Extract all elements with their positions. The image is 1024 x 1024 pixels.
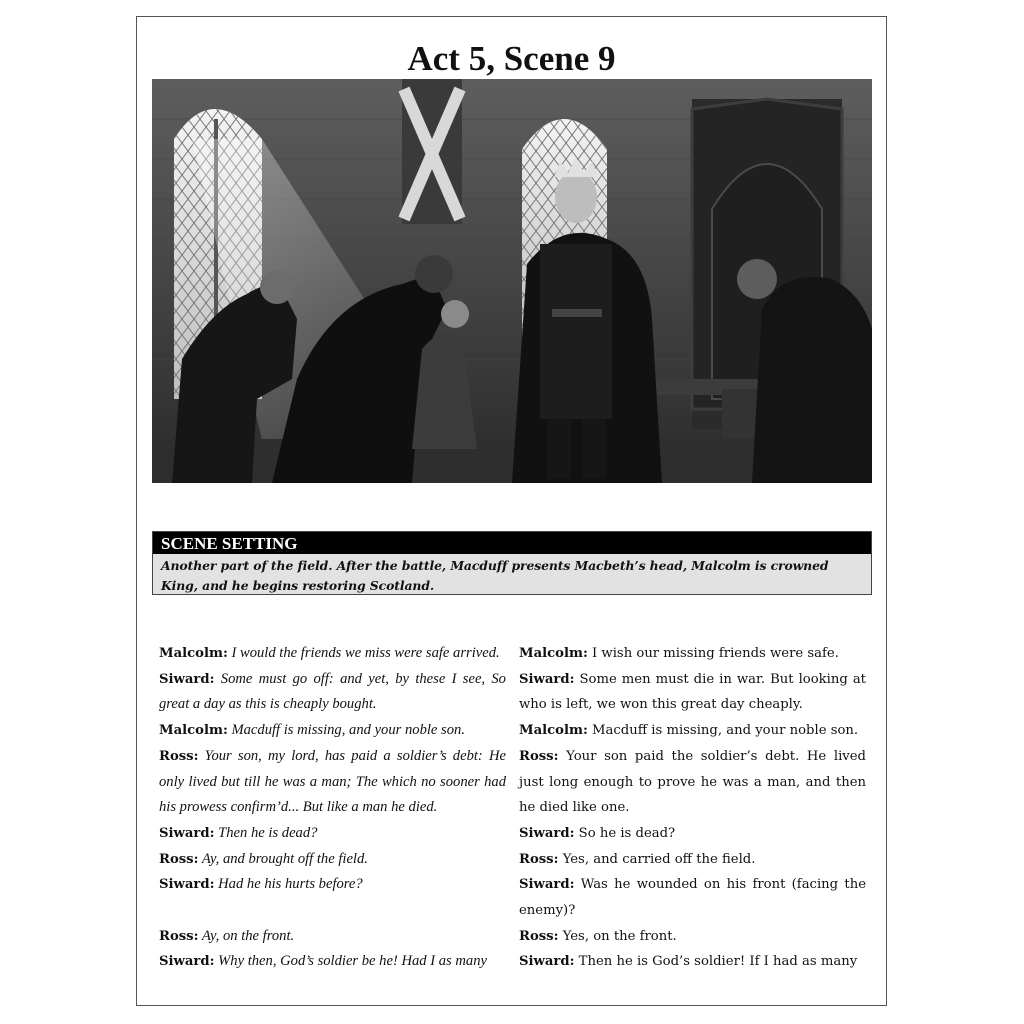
line-text: Macduff is missing, and your noble son. [231,722,465,739]
modern-line [519,641,866,667]
original-line [159,949,506,975]
line-text: Your son paid the soldier’s debt. He lived just long enough to prove he was a man, and then he died like one. [519,748,866,816]
line-text: So he is dead? [578,825,676,841]
speaker-name: Siward: [519,671,575,687]
modern-text-column [519,641,866,975]
scene-setting-text: Another part of the field. After the battle, Macduff presents Macbeth’s head, Malcolm is crowned King, and he begins restoring Scotland. [161,558,829,593]
speaker-name: Ross: [519,748,559,764]
modern-line [519,847,866,873]
modern-line [519,667,866,718]
original-text-column [159,641,506,975]
line-text: Why then, God’s soldier be he! Had I as many [218,953,487,970]
original-line [159,718,506,744]
speaker-name: Ross: [159,851,199,867]
line-text: Ay, and brought off the field. [201,850,368,867]
original-line [159,872,506,898]
original-line [159,641,506,667]
modern-line [519,949,866,975]
modern-line [519,718,866,744]
line-text: Then he is God’s soldier! If I had as many [578,954,858,970]
scene-illustration [152,79,872,483]
line-text: I would the friends we miss were safe arrived. [231,645,500,661]
line-text: Was he wounded on his front (facing the enemy)? [519,877,866,919]
speaker-name: Siward: [519,825,575,841]
modern-line [519,744,866,821]
line-text: Then he is dead? [218,824,318,841]
line-text: Yes, and carried off the field. [562,851,756,867]
modern-line [519,924,866,950]
speaker-name: Ross: [519,928,559,944]
line-spacer [159,898,506,924]
line-text: Some must go off: and yet, by these I see, So great a day as this is cheaply bought. [159,670,506,713]
modern-line [519,872,866,923]
original-line [159,667,506,718]
line-text: Macduff is missing, and your noble son. [592,723,859,739]
original-line [159,821,506,847]
speaker-name: Siward: [159,825,215,841]
speaker-name: Malcolm: [159,723,228,739]
line-text: I wish our missing friends were safe. [592,646,839,661]
speaker-name: Ross: [159,928,199,944]
page-title: Act 5, Scene 9 [407,39,616,78]
worksheet-page [136,16,887,1006]
speaker-name: Siward: [519,954,575,970]
speaker-name: Siward: [519,877,575,893]
speaker-name: Siward: [159,954,215,970]
line-text: Had he his hurts before? [218,876,363,893]
scene-setting-box [152,531,872,595]
scene-setting-heading: SCENE SETTING [153,532,871,554]
line-text: Your son, my lord, has paid a soldier’s debt: He only lived but till he was a man; The which no sooner had his prowess confirm’d... But like a man he died. [159,747,506,816]
line-text: Yes, on the front. [562,928,677,944]
line-text: Ay, on the front. [201,927,295,944]
speaker-name: Malcolm: [159,646,228,661]
original-line [159,847,506,873]
speaker-name: Ross: [519,851,559,867]
speaker-name: Siward: [159,877,215,893]
illustration-image [152,79,872,483]
speaker-name: Ross: [159,748,199,764]
speaker-name: Malcolm: [519,646,588,661]
original-line [159,924,506,950]
modern-line [519,821,866,847]
speaker-name: Siward: [159,671,215,687]
speaker-name: Malcolm: [519,723,588,739]
line-text: Some men must die in war. But looking at who is left, we won this great day cheaply. [519,671,866,713]
original-line [159,744,506,821]
